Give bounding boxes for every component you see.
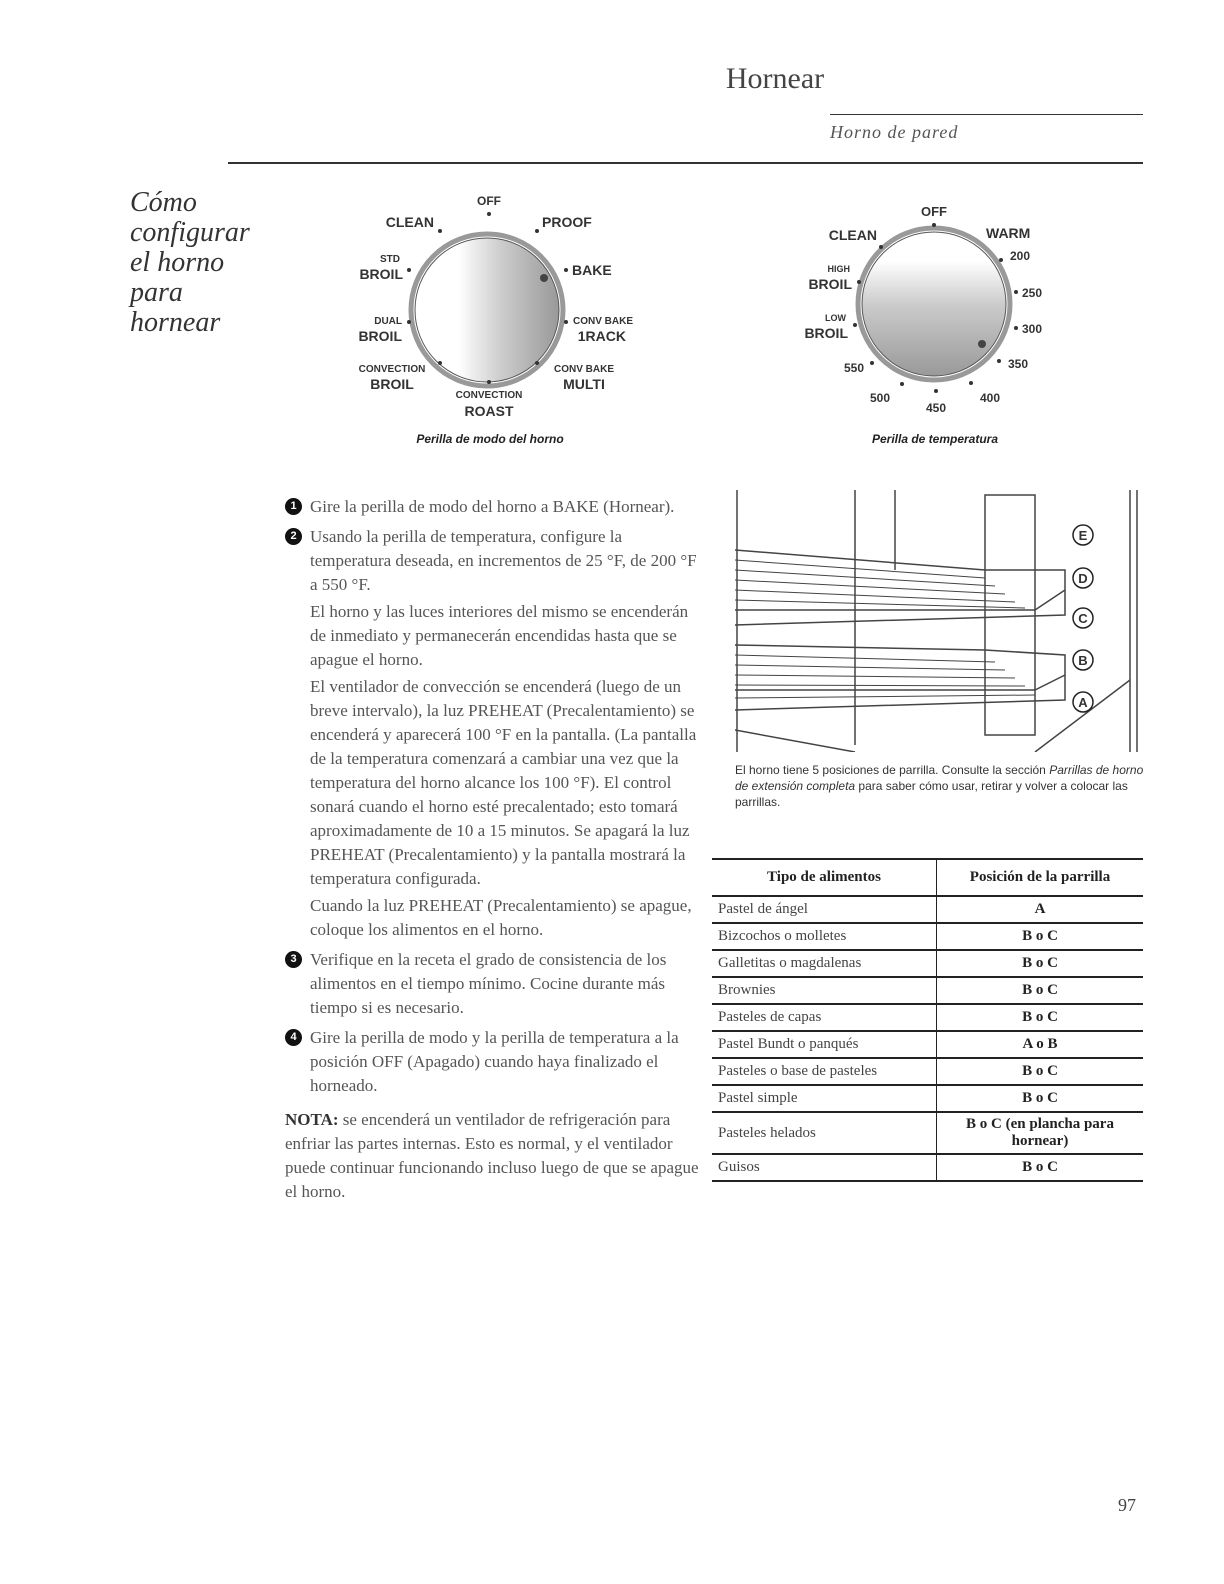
rack-position-cell: B o C <box>937 1154 1144 1181</box>
table-row <box>712 1154 1143 1181</box>
svg-text:D: D <box>1078 571 1088 586</box>
caption-text: El horno tiene 5 posiciones de parrilla. Consulte la sección <box>735 763 1050 777</box>
note-text: se encenderá un ventilador de refrigeración para enfriar las partes internas. Esto es normal, y el ventilador puede continuar funcionando incluso luego de que se apague el horno. <box>285 1110 699 1201</box>
mode-dual: DUAL <box>374 316 402 327</box>
food-type-cell: Pastel simple <box>712 1085 937 1112</box>
step-number: 4 <box>285 1029 302 1046</box>
caption-reference: Parrillas de horno de extensión completa <box>735 763 1144 793</box>
temp-500: 500 <box>869 391 891 405</box>
knob-indicator <box>978 340 986 348</box>
svg-text:C: C <box>1078 611 1088 626</box>
divider <box>228 162 1143 164</box>
step-2 <box>285 525 705 942</box>
step-text: Cuando la luz PREHEAT (Precalentamiento) se apague, coloque los alimentos en el horno. <box>310 896 692 939</box>
temp-high: HIGH <box>827 264 850 274</box>
step-text: El ventilador de convección se encenderá (luego de un breve intervalo), la luz PREHEAT (Precalentamiento) se encenderá y aparecerá 100 °F en la pantalla. (La pantalla de la temperatura comenzará a cambiar una vez que la temperatura del horno alcance los 100 °F). El control sonará cuando el horno esté precalentado; esto tomará aproximadamente de 10 a 15 minutos. Se apagará la luz PREHEAT (Precalentamiento) y la pantalla mostrará la temperatura configurada. <box>310 677 697 888</box>
rack-position-cell: A o B <box>937 1031 1144 1058</box>
temp-low: LOW <box>825 313 846 323</box>
illustration-caption <box>735 762 1145 810</box>
note <box>285 1108 705 1204</box>
mode-1rack: 1RACK <box>577 328 626 344</box>
table-row <box>712 1112 1143 1154</box>
table-header-row <box>712 859 1143 896</box>
temp-high-broil: BROIL <box>808 276 852 292</box>
knob-indicator <box>540 274 548 282</box>
table-row <box>712 1058 1143 1085</box>
temp-550: 550 <box>843 361 864 375</box>
mode-knob-diagram <box>330 190 640 425</box>
step-number: 3 <box>285 951 302 968</box>
mode-proof: PROOF <box>542 214 592 230</box>
food-type-cell: Guisos <box>712 1154 937 1181</box>
mode-convection-1: CONVECTION <box>358 364 426 375</box>
instructions <box>285 495 705 1204</box>
mode-dual-broil: BROIL <box>358 328 402 344</box>
knob-face <box>415 238 559 382</box>
rack-label-d <box>1073 568 1093 588</box>
step-text: Gire la perilla de modo y la perilla de temperatura a la posición OFF (Apagado) cuando haya finalizado el horneado. <box>310 1028 679 1095</box>
mode-knob-caption: Perilla de modo del horno <box>416 432 564 446</box>
rack-position-labels <box>1073 525 1093 712</box>
mode-off: OFF <box>477 194 501 208</box>
step-4 <box>285 1026 705 1098</box>
step-text: Usando la perilla de temperatura, configure la temperatura deseada, en incrementos de 25 °F, de 200 °F a 550 °F. <box>310 527 697 594</box>
temp-low-broil: BROIL <box>804 325 848 341</box>
table-row <box>712 977 1143 1004</box>
column-header-food: Tipo de alimentos <box>712 859 937 896</box>
rack-label-a <box>1073 692 1093 712</box>
mode-conv-broil: BROIL <box>370 376 414 392</box>
temp-300: 300 <box>1022 322 1043 336</box>
divider <box>830 114 1143 115</box>
temp-off: OFF <box>921 204 947 219</box>
temp-450: 450 <box>925 401 947 415</box>
step-number: 1 <box>285 498 302 515</box>
mode-conv-bake-2: CONV BAKE <box>553 364 615 375</box>
food-type-cell: Bizcochos o molletes <box>712 923 937 950</box>
rack-label-b <box>1073 650 1093 670</box>
food-type-cell: Galletitas o magdalenas <box>712 950 937 977</box>
table-row <box>712 1004 1143 1031</box>
mode-std: STD <box>380 254 400 265</box>
food-type-cell: Pasteles helados <box>712 1112 937 1154</box>
mode-convection-2: CONVECTION <box>455 390 523 401</box>
temp-clean: CLEAN <box>828 227 877 243</box>
step-1 <box>285 495 705 519</box>
mode-std-broil: BROIL <box>359 266 403 282</box>
table-row <box>712 1031 1143 1058</box>
rack-position-cell: B o C <box>937 1085 1144 1112</box>
temp-250: 250 <box>1022 286 1043 300</box>
mode-roast: ROAST <box>464 403 514 419</box>
rack-label-c <box>1073 608 1093 628</box>
temperature-knob-diagram <box>780 190 1060 425</box>
food-type-cell: Pasteles o base de pasteles <box>712 1058 937 1085</box>
food-type-cell: Brownies <box>712 977 937 1004</box>
mode-clean: CLEAN <box>385 214 434 230</box>
temp-200: 200 <box>1010 249 1031 263</box>
note-label: NOTA: <box>285 1110 339 1129</box>
page-subtitle: Horno de pared <box>830 122 959 142</box>
rack-position-cell: B o C (en plancha para hornear) <box>937 1112 1144 1154</box>
step-number: 2 <box>285 528 302 545</box>
knob-face <box>862 232 1006 376</box>
svg-text:E: E <box>1078 528 1088 543</box>
rack-position-cell: B o C <box>937 1004 1144 1031</box>
svg-text:B: B <box>1078 653 1088 668</box>
caption-text: para saber cómo usar, retirar y volver a colocar las parrillas. <box>735 779 1128 809</box>
table-row <box>712 896 1143 923</box>
rack-position-cell: B o C <box>937 977 1144 1004</box>
rack-position-cell: B o C <box>937 923 1144 950</box>
oven-racks-illustration <box>735 490 1145 752</box>
food-type-cell: Pastel Bundt o panqués <box>712 1031 937 1058</box>
mode-conv-bake-1: CONV BAKE <box>573 316 634 327</box>
step-text: Verifique en la receta el grado de consistencia de los alimentos en el tiempo mínimo. Cocine durante más tiempo si es necesario. <box>310 950 667 1017</box>
rack-label-e <box>1073 525 1093 545</box>
svg-text:A: A <box>1078 695 1088 710</box>
table-row <box>712 923 1143 950</box>
rack-position-cell: B o C <box>937 950 1144 977</box>
temp-350: 350 <box>1008 357 1029 371</box>
temp-warm: WARM <box>986 225 1031 241</box>
column-header-rack: Posición de la parrilla <box>937 859 1144 896</box>
mode-bake: BAKE <box>572 262 612 278</box>
rack-position-cell: A <box>937 896 1144 923</box>
rack-position-table <box>712 858 1143 1182</box>
page-title: Hornear <box>725 62 825 95</box>
table-row <box>712 1085 1143 1112</box>
temp-400: 400 <box>979 391 1001 405</box>
rack-position-cell: B o C <box>937 1058 1144 1085</box>
mode-multi: MULTI <box>563 376 605 392</box>
section-heading: Cómo configurar el horno para hornear <box>130 187 250 338</box>
step-text: El horno y las luces interiores del mismo se encenderán de inmediato y permanecerán encendidas hasta que se apague el horno. <box>310 602 689 669</box>
food-type-cell: Pasteles de capas <box>712 1004 937 1031</box>
food-type-cell: Pastel de ángel <box>712 896 937 923</box>
step-3 <box>285 948 705 1020</box>
temperature-knob-caption: Perilla de temperatura <box>871 432 999 446</box>
table-row <box>712 950 1143 977</box>
page-number: 97 <box>1118 1495 1136 1515</box>
step-text: Gire la perilla de modo del horno a BAKE (Hornear). <box>310 497 675 516</box>
